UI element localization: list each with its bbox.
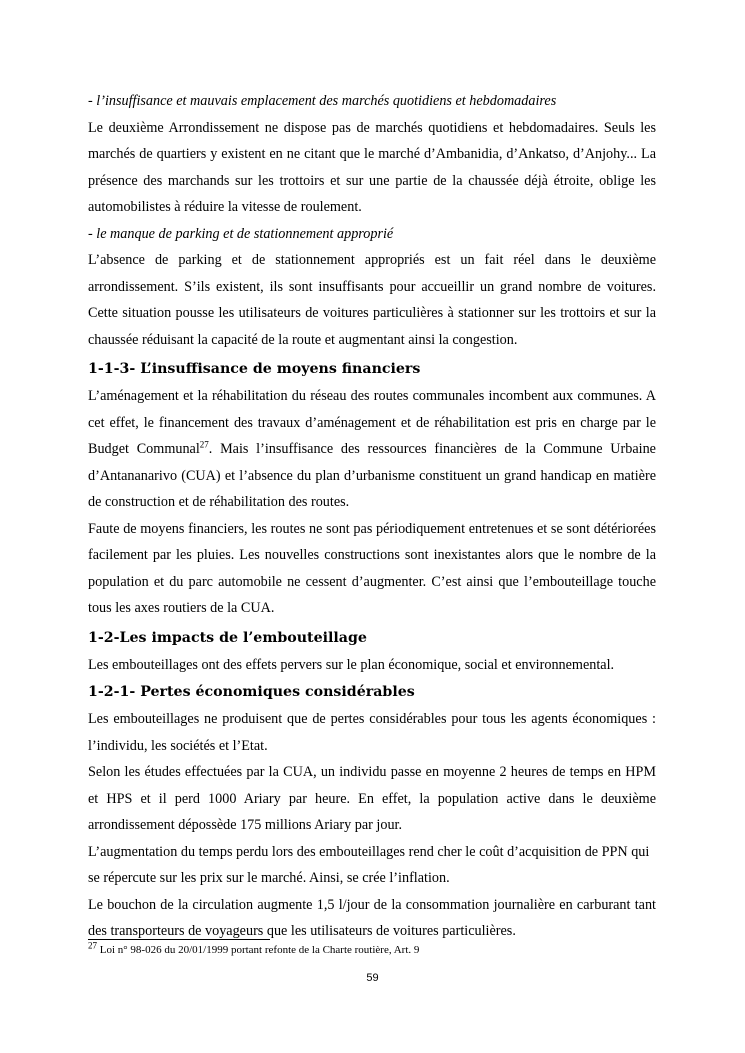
paragraph-maintenance: Faute de moyens financiers, les routes ne sont pas périodiquement entretenues et se sont détériorées facilement par les pluies. Les nouvelles constructions sont inexistantes alors que le nombre de la population et du parc automobile ne cessent d’augmenter. C’est ainsi que l’embouteillage touche tous les axes routiers de la CUA. xyxy=(88,520,656,616)
footnote-text: Loi n° 98-026 du 20/01/1999 portant refonte de la Charte routière, Art. 9 xyxy=(97,944,420,956)
section-heading-financial: 1-1-3- L’insuffisance de moyens financiers xyxy=(88,361,421,377)
section-heading-impacts: 1-2-Les impacts de l’embouteillage xyxy=(88,629,367,646)
subheading-parking: - le manque de parking et de stationnement approprié xyxy=(88,225,394,242)
paragraph-study: Selon les études effectuées par la CUA, un individu passe en moyenne 2 heures de temps en HPM et HPS et il perd 1000 Ariary par heure. En effet, la population active dans le deuxième arrondissement dépossède 175 millions Ariary par jour. xyxy=(88,764,656,833)
footnote-divider xyxy=(88,939,270,940)
paragraph-inflation: L’augmentation du temps perdu lors des embouteillages rend cher le coût d’acquisition de PPN qui se répercute sur les prix sur le marché. Ainsi, se crée l’inflation. xyxy=(88,843,650,886)
footnote-ref: 27 xyxy=(199,439,209,450)
page-number: 59 xyxy=(366,972,379,984)
page-body xyxy=(88,88,656,945)
subheading-markets: - l’insuffisance et mauvais emplacement des marchés quotidiens et hebdomadaires xyxy=(88,93,557,109)
paragraph-losses: Les embouteillages ne produisent que de pertes considérables pour tous les agents économiques : l’individu, les sociétés et l’Etat. xyxy=(88,711,656,754)
footnote-number: 27 xyxy=(88,940,97,951)
section-heading-economic-losses: 1-2-1- Pertes économiques considérables xyxy=(88,684,415,700)
paragraph-financing-part2: . Mais l’insuffisance des ressources financières de la Commune Urbaine d’Antananarivo (CUA) et l’absence du plan d’urbanisme constituent un grand handicap en matière de construction et de réhabilitation des routes. xyxy=(88,441,656,510)
paragraph-financing xyxy=(88,383,656,516)
footnote xyxy=(88,940,420,956)
paragraph-parking: L’absence de parking et de stationnement appropriés est un fait réel dans le deuxième arrondissement. S’ils existent, ils sont insuffisants pour accueillir un grand nombre de voitures. Cette situation pousse les utilisateurs de voitures particulières à stationner sur les trottoirs et sur la chaussée réduisant la capacité de la route et augmentant ainsi la congestion. xyxy=(88,252,656,348)
paragraph-financing-part1: L’aménagement et la réhabilitation du réseau des routes communales incombent aux communes. A cet effet, le financement des travaux d’aménagement et de réhabilitation est pris en charge par le Budget Communal xyxy=(88,388,656,457)
paragraph-fuel: Le bouchon de la circulation augmente 1,5 l/jour de la consommation journalière en carburant tant des transporteurs de voyageurs que les utilisateurs de voitures particulières. xyxy=(88,896,656,939)
paragraph-markets: Le deuxième Arrondissement ne dispose pas de marchés quotidiens et hebdomadaires. Seuls les marchés de quartiers y existent en ne citant que le marché d’Ambanidia, d’Ankatso, d’Anjohy... La présence des marchands sur les trottoirs et sur une partie de la chaussée déjà étroite, oblige les automobilistes à réduire la vitesse de roulement. xyxy=(88,119,656,215)
paragraph-impacts: Les embouteillages ont des effets pervers sur le plan économique, social et environnemental. xyxy=(88,656,615,673)
